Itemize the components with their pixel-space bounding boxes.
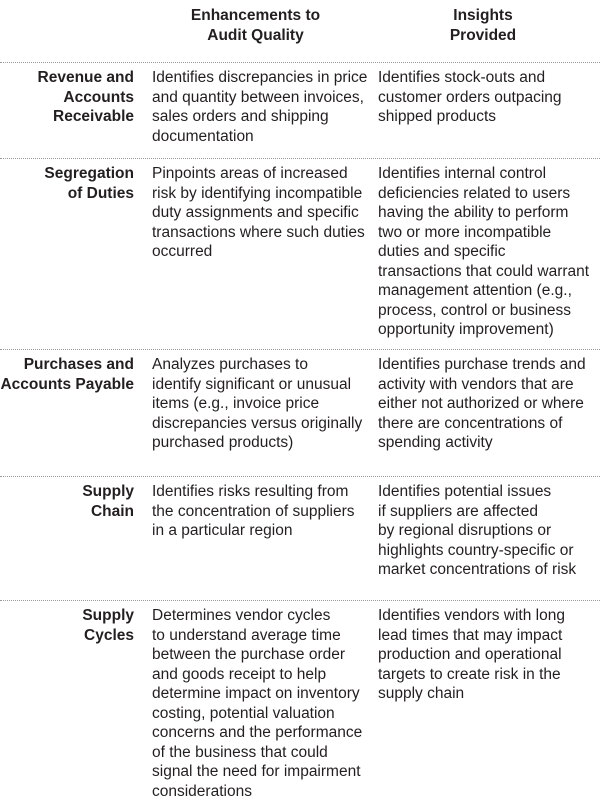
insight-cell: Identifies internal control deficiencies related to users having the ability to perform two or more incompatible duties and specific transactions that could warrant management attention (e.g., process, control or business opportunity improvement) <box>378 165 590 338</box>
header-enhancements: Enhancements to Audit Quality <box>190 7 321 44</box>
insight-cell: Identifies vendors with long lead times that may impact production and operational targets to create risk in the supply chain <box>378 607 565 702</box>
insight-cell: Identifies stock-outs and customer orders outpacing shipped products <box>378 69 562 125</box>
enhancement-cell: Identifies discrepancies in price and quantity between invoices, sales orders and shipping documentation <box>152 69 368 145</box>
table-row <box>0 600 600 801</box>
row-label: Supply Chain <box>82 483 134 520</box>
enhancement-cell: Determines vendor cycles to understand average time between the purchase order and goods receipt to help determine impact on inventory costing, potential valuation concerns and the performance of the business that could signal the need for impairment considerations <box>152 607 363 800</box>
table-row <box>0 62 600 151</box>
insight-cell: Identifies purchase trends and activity with vendors that are either not authorized or where there are concentrations of spending activity <box>378 356 586 451</box>
row-label: Revenue and Accounts Receivable <box>37 69 134 125</box>
table-row <box>0 349 600 460</box>
insight-cell: Identifies potential issues if suppliers are affected by regional disruptions or highlights country-specific or market concentrations of risk <box>378 483 577 578</box>
row-label: Purchases and Accounts Payable <box>0 356 134 393</box>
table-row <box>0 476 600 585</box>
enhancement-cell: Pinpoints areas of increased risk by identifying incompatible duty assignments and specific transactions where such duties occurred <box>152 165 365 260</box>
header-insights: Insights Provided <box>449 7 517 44</box>
enhancement-cell: Analyzes purchases to identify significant or unusual items (e.g., invoice price discrepancies versus originally purchased products) <box>152 356 363 451</box>
enhancement-cell: Identifies risks resulting from the concentration of suppliers in a particular region <box>152 483 355 539</box>
table-row <box>0 158 600 345</box>
row-label: Segregation of Duties <box>44 165 134 202</box>
table-header <box>0 6 600 50</box>
row-label: Supply Cycles <box>82 607 134 644</box>
